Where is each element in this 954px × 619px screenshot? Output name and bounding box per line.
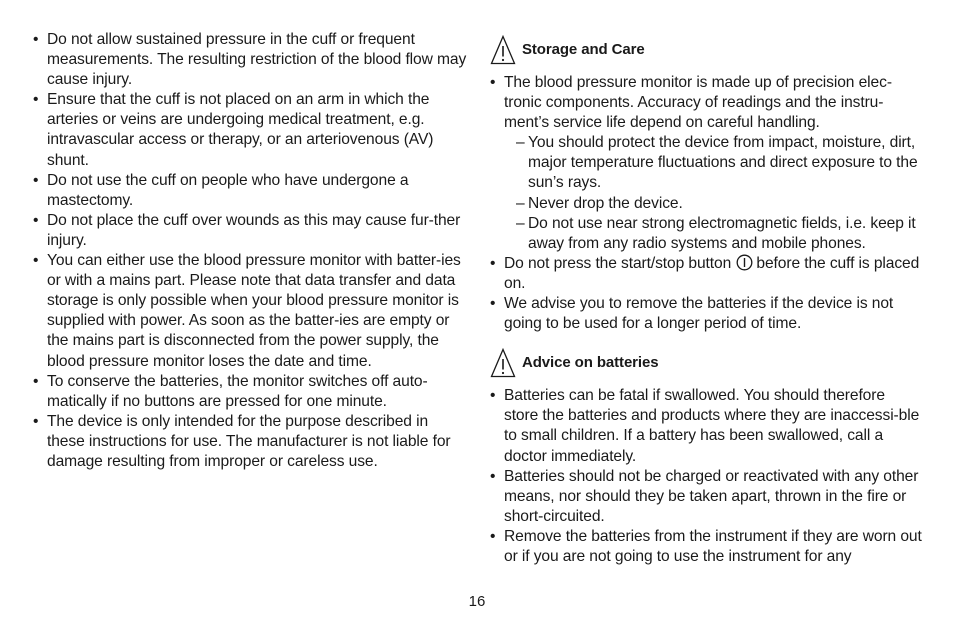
- bullet: •: [33, 252, 39, 270]
- storage-bullet-list: [490, 73, 922, 334]
- list-item-text: before the cuff is placed on.: [504, 254, 920, 292]
- bullet: •: [33, 91, 39, 109]
- dash-item-text: Do not use near strong electromagnetic fields, i.e. keep it away from any radio systems and mobile phones.: [528, 214, 916, 252]
- batteries-heading: [490, 348, 922, 378]
- dash-item-text: You should protect the device from impact, moisture, dirt, major temperature fluctuations and direct exposure to the sun’s rays.: [528, 134, 918, 192]
- bullet: •: [33, 211, 39, 229]
- list-item: [33, 30, 469, 90]
- dash: –: [516, 194, 525, 212]
- list-item-text: Remove the batteries from the instrument if they are worn out or if you are not going to use the instrument for any: [504, 527, 922, 565]
- list-item-text: The blood pressure monitor is made up of precision elec-tronic components. Accuracy of readings and the instru-ment’s service life depend on careful handling.: [504, 74, 892, 132]
- bullet: •: [33, 171, 39, 189]
- list-item: [33, 412, 469, 472]
- list-item-text: The device is only intended for the purpose described in these instructions for use. The manufacturer is not liable for damage resulting from improper or careless use.: [47, 412, 451, 470]
- dash-item: [516, 214, 922, 254]
- list-item-text: Batteries should not be charged or reactivated with any other means, nor should they be taken apart, thrown in the fire or short-circuited.: [504, 467, 919, 525]
- list-item: [33, 251, 469, 372]
- right-column: [490, 30, 922, 567]
- list-item: [490, 254, 922, 294]
- list-item-text: Ensure that the cuff is not placed on an arm in which the arteries or veins are undergoing medical treatment, e.g. intravascular access or therapy, or an arteriovenous (AV) shunt.: [47, 91, 434, 169]
- dash-item: [516, 133, 922, 193]
- list-item: [33, 90, 469, 170]
- storage-heading-text: Storage and Care: [522, 40, 645, 58]
- list-item-text: Do not use the cuff on people who have undergone a mastectomy.: [47, 171, 409, 209]
- storage-heading: [490, 35, 922, 65]
- warning-triangle-icon: [490, 348, 516, 378]
- power-button-icon: [736, 254, 753, 271]
- page-number: 16: [468, 593, 486, 610]
- left-column: [33, 30, 469, 472]
- dash: –: [516, 214, 525, 232]
- bullet: •: [490, 527, 496, 545]
- list-item: [33, 372, 469, 412]
- list-item-text: Do not allow sustained pressure in the cuff or frequent measurements. The resulting restriction of the blood flow may cause injury.: [47, 31, 467, 89]
- bullet: •: [490, 254, 496, 272]
- list-item: [490, 386, 922, 466]
- list-item: [33, 211, 469, 251]
- bullet: •: [490, 295, 496, 313]
- list-item: [33, 171, 469, 211]
- warning-triangle-icon: [490, 35, 516, 65]
- bullet: •: [33, 31, 39, 48]
- batteries-bullet-list: [490, 386, 922, 567]
- dash: –: [516, 134, 525, 152]
- list-item: [490, 527, 922, 567]
- bullet: •: [490, 387, 496, 405]
- list-item-text: Do not place the cuff over wounds as this may cause fur-ther injury.: [47, 211, 461, 249]
- batteries-heading-text: Advice on batteries: [522, 354, 659, 372]
- list-item: [490, 73, 922, 254]
- dash-item-text: Never drop the device.: [528, 194, 683, 212]
- bullet: •: [33, 372, 39, 390]
- list-item: [490, 467, 922, 527]
- list-item-text: To conserve the batteries, the monitor switches off auto-matically if no buttons are pressed for one minute.: [47, 372, 428, 410]
- list-item: [490, 294, 922, 334]
- list-item-text: We advise you to remove the batteries if the device is not going to be used for a longer period of time.: [504, 295, 894, 333]
- bullet: •: [490, 74, 496, 91]
- list-item-text: Do not press the start/stop button: [504, 254, 732, 272]
- left-bullet-list: [33, 30, 469, 472]
- dash-item: [516, 194, 922, 214]
- list-item-text: Batteries can be fatal if swallowed. You should therefore store the batteries and products where they are inaccessi-ble to small children. If a battery has been swallowed, call a doctor immediately.: [504, 387, 920, 465]
- bullet: •: [33, 412, 39, 430]
- bullet: •: [490, 467, 496, 485]
- storage-dash-list: [504, 133, 922, 254]
- list-item-text: You can either use the blood pressure monitor with batter-ies or with a mains part. Please note that data transfer and data storage is only possible when your blood pressure monitor is supplied with power. As soon as the batter-ies are empty or the mains part is disconnected from the power supply, the blood pressure monitor loses the date and time.: [47, 252, 461, 370]
